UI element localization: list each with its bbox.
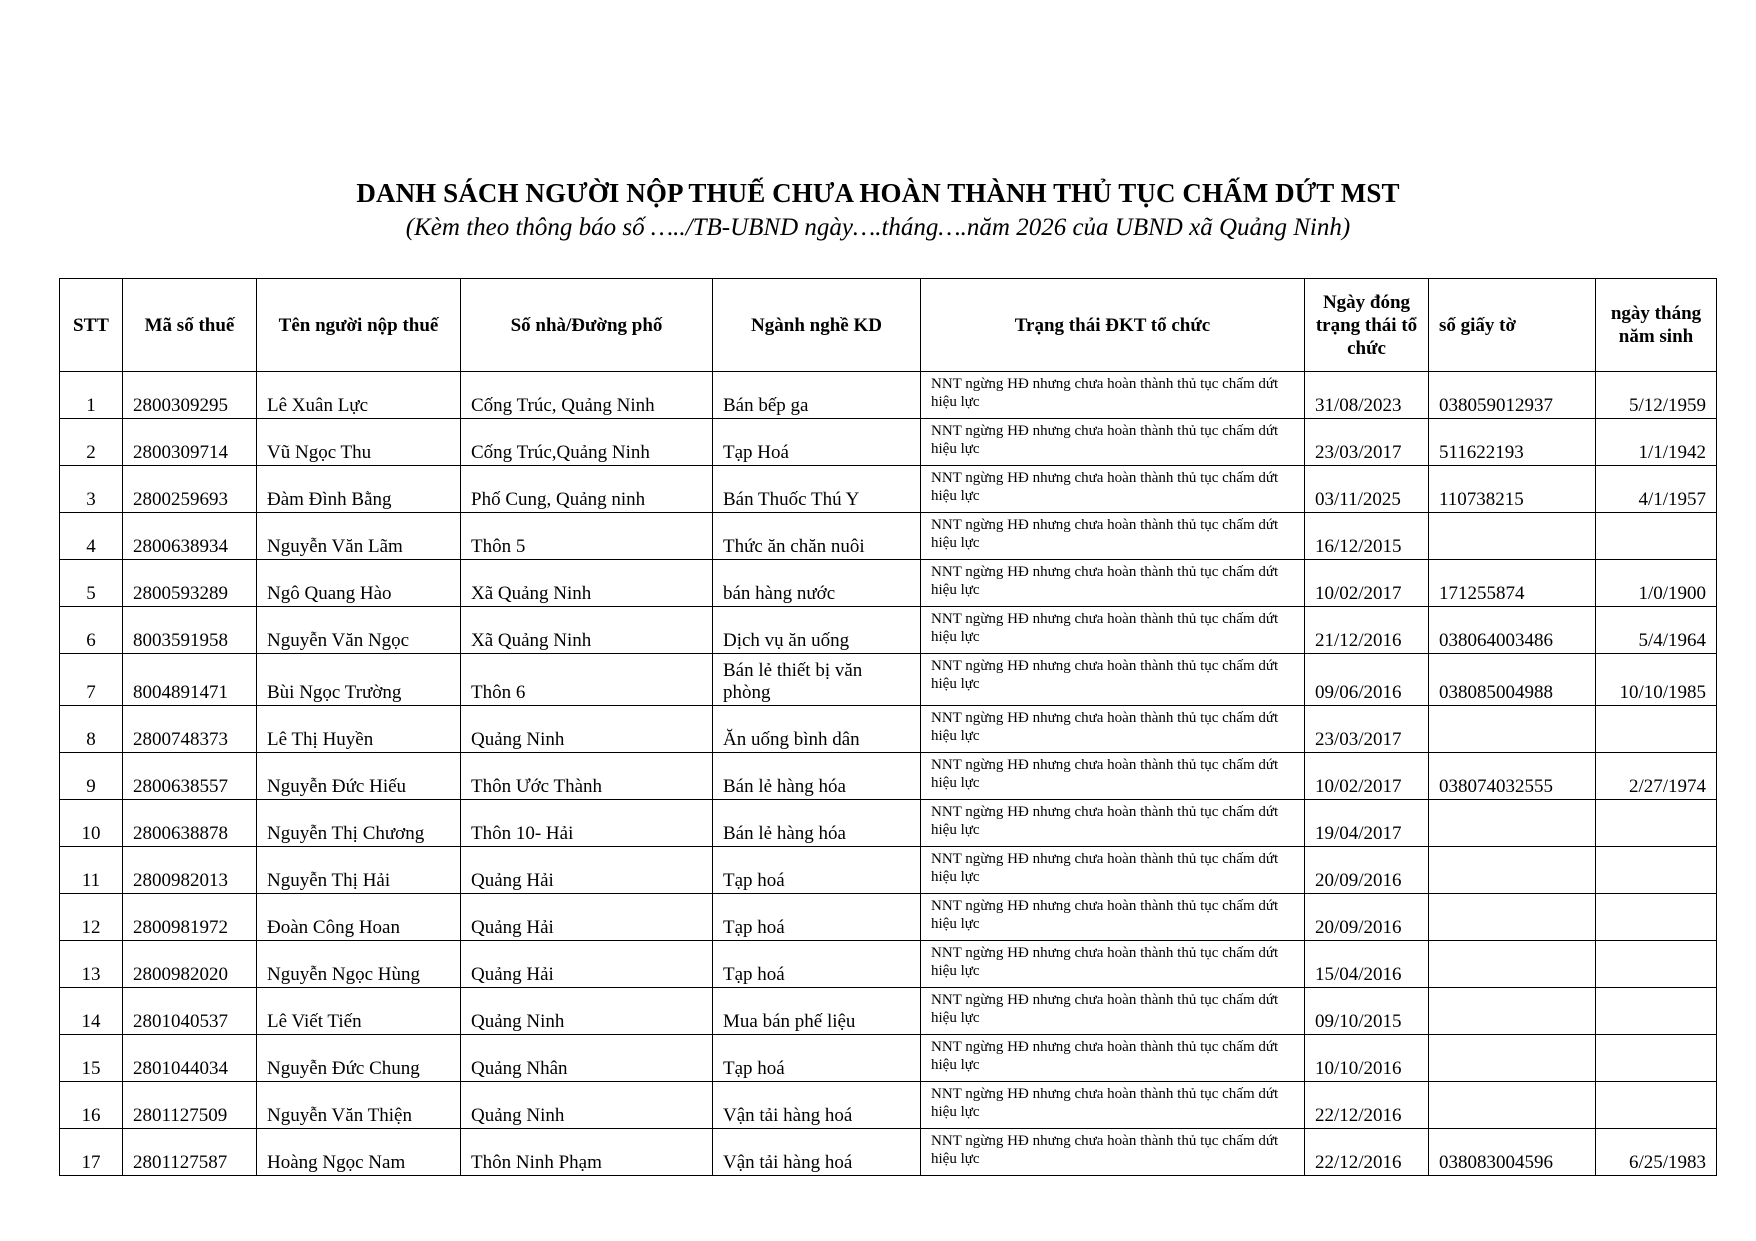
cell-address: Xã Quảng Ninh: [461, 607, 713, 654]
cell-business-line: bán hàng nước: [713, 560, 921, 607]
cell-id-number: 038085004988: [1429, 654, 1596, 706]
cell-closed-date: 31/08/2023: [1305, 372, 1429, 419]
cell-address: Thôn Ước Thành: [461, 753, 713, 800]
cell-registration-status: NNT ngừng HĐ nhưng chưa hoàn thành thủ tục chấm dứt hiệu lực: [921, 372, 1305, 419]
cell-id-number: [1429, 847, 1596, 894]
cell-business-line: Mua bán phế liệu: [713, 988, 921, 1035]
cell-business-line: Tạp Hoá: [713, 419, 921, 466]
cell-id-number: 038083004596: [1429, 1129, 1596, 1176]
cell-taxpayer-name: Bùi Ngọc Trường: [257, 654, 461, 706]
cell-taxpayer-name: Lê Viết Tiến: [257, 988, 461, 1035]
cell-tax-code: 8004891471: [123, 654, 257, 706]
cell-tax-code: 2800638878: [123, 800, 257, 847]
header-stt: STT: [60, 279, 123, 372]
cell-tax-code: 2800309295: [123, 372, 257, 419]
cell-stt: 1: [60, 372, 123, 419]
cell-registration-status: NNT ngừng HĐ nhưng chưa hoàn thành thủ tục chấm dứt hiệu lực: [921, 1035, 1305, 1082]
cell-taxpayer-name: Ngô Quang Hào: [257, 560, 461, 607]
cell-business-line: Bán lẻ hàng hóa: [713, 753, 921, 800]
cell-id-number: [1429, 1082, 1596, 1129]
cell-tax-code: 2800981972: [123, 894, 257, 941]
cell-address: Quảng Hải: [461, 847, 713, 894]
cell-business-line: Ăn uống bình dân: [713, 706, 921, 753]
cell-id-number: 038074032555: [1429, 753, 1596, 800]
cell-address: Quảng Nhân: [461, 1035, 713, 1082]
cell-closed-date: 10/02/2017: [1305, 753, 1429, 800]
cell-stt: 6: [60, 607, 123, 654]
cell-tax-code: 2800259693: [123, 466, 257, 513]
cell-stt: 8: [60, 706, 123, 753]
cell-closed-date: 09/10/2015: [1305, 988, 1429, 1035]
cell-registration-status: NNT ngừng HĐ nhưng chưa hoàn thành thủ tục chấm dứt hiệu lực: [921, 513, 1305, 560]
cell-id-number: [1429, 1035, 1596, 1082]
cell-registration-status: NNT ngừng HĐ nhưng chưa hoàn thành thủ tục chấm dứt hiệu lực: [921, 560, 1305, 607]
cell-stt: 11: [60, 847, 123, 894]
cell-id-number: [1429, 800, 1596, 847]
cell-tax-code: 2800309714: [123, 419, 257, 466]
cell-tax-code: 2801044034: [123, 1035, 257, 1082]
cell-business-line: Tạp hoá: [713, 847, 921, 894]
cell-closed-date: 10/10/2016: [1305, 1035, 1429, 1082]
cell-address: Thôn 5: [461, 513, 713, 560]
cell-address: Thôn Ninh Phạm: [461, 1129, 713, 1176]
table-header-row: [60, 279, 1717, 372]
cell-registration-status: NNT ngừng HĐ nhưng chưa hoàn thành thủ tục chấm dứt hiệu lực: [921, 1082, 1305, 1129]
cell-tax-code: 8003591958: [123, 607, 257, 654]
cell-birth-date: [1596, 941, 1717, 988]
cell-closed-date: 19/04/2017: [1305, 800, 1429, 847]
cell-birth-date: 4/1/1957: [1596, 466, 1717, 513]
header-business-line: Ngành nghề KD: [713, 279, 921, 372]
document-title: DANH SÁCH NGƯỜI NỘP THUẾ CHƯA HOÀN THÀNH THỦ TỤC CHẤM DỨT MST: [356, 178, 1400, 208]
cell-taxpayer-name: Nguyễn Đức Hiếu: [257, 753, 461, 800]
cell-tax-code: 2801040537: [123, 988, 257, 1035]
cell-id-number: 511622193: [1429, 419, 1596, 466]
cell-business-line: Tạp hoá: [713, 1035, 921, 1082]
table-row: [60, 800, 1717, 847]
cell-address: Thôn 10- Hải: [461, 800, 713, 847]
cell-stt: 5: [60, 560, 123, 607]
cell-address: Quảng Ninh: [461, 1082, 713, 1129]
table-row: [60, 560, 1717, 607]
cell-address: Thôn 6: [461, 654, 713, 706]
cell-taxpayer-name: Nguyễn Đức Chung: [257, 1035, 461, 1082]
table-row: [60, 941, 1717, 988]
table-row: [60, 988, 1717, 1035]
cell-birth-date: [1596, 1082, 1717, 1129]
cell-closed-date: 22/12/2016: [1305, 1082, 1429, 1129]
cell-taxpayer-name: Đàm Đình Bằng: [257, 466, 461, 513]
header-id-number: số giấy tờ: [1429, 279, 1596, 372]
cell-birth-date: [1596, 894, 1717, 941]
cell-stt: 2: [60, 419, 123, 466]
header-closed-date: Ngày đóng trạng thái tổ chức: [1305, 279, 1429, 372]
cell-address: Quảng Ninh: [461, 988, 713, 1035]
cell-registration-status: NNT ngừng HĐ nhưng chưa hoàn thành thủ tục chấm dứt hiệu lực: [921, 800, 1305, 847]
table-row: [60, 419, 1717, 466]
cell-taxpayer-name: Nguyễn Thị Chương: [257, 800, 461, 847]
header-address: Số nhà/Đường phố: [461, 279, 713, 372]
cell-birth-date: [1596, 706, 1717, 753]
cell-stt: 10: [60, 800, 123, 847]
cell-business-line: Bán bếp ga: [713, 372, 921, 419]
cell-birth-date: 1/1/1942: [1596, 419, 1717, 466]
cell-stt: 17: [60, 1129, 123, 1176]
cell-birth-date: [1596, 1035, 1717, 1082]
header-tax-code: Mã số thuế: [123, 279, 257, 372]
cell-tax-code: 2800638557: [123, 753, 257, 800]
cell-tax-code: 2801127587: [123, 1129, 257, 1176]
document-subtitle: (Kèm theo thông báo số …../TB-UBND ngày….tháng….năm 2026 của UBND xã Quảng Ninh): [405, 214, 1351, 241]
cell-closed-date: 20/09/2016: [1305, 847, 1429, 894]
cell-business-line: Tạp hoá: [713, 894, 921, 941]
cell-registration-status: NNT ngừng HĐ nhưng chưa hoàn thành thủ tục chấm dứt hiệu lực: [921, 753, 1305, 800]
cell-tax-code: 2800593289: [123, 560, 257, 607]
cell-birth-date: [1596, 513, 1717, 560]
cell-birth-date: 5/12/1959: [1596, 372, 1717, 419]
cell-address: Quảng Ninh: [461, 706, 713, 753]
cell-registration-status: NNT ngừng HĐ nhưng chưa hoàn thành thủ tục chấm dứt hiệu lực: [921, 941, 1305, 988]
header-birth-date: ngày tháng năm sinh: [1596, 279, 1717, 372]
cell-address: Quảng Hải: [461, 941, 713, 988]
cell-taxpayer-name: Nguyễn Ngọc Hùng: [257, 941, 461, 988]
cell-taxpayer-name: Vũ Ngọc Thu: [257, 419, 461, 466]
cell-birth-date: 6/25/1983: [1596, 1129, 1717, 1176]
cell-id-number: [1429, 513, 1596, 560]
cell-birth-date: 10/10/1985: [1596, 654, 1717, 706]
cell-stt: 9: [60, 753, 123, 800]
cell-birth-date: 1/0/1900: [1596, 560, 1717, 607]
cell-closed-date: 23/03/2017: [1305, 419, 1429, 466]
table-row: [60, 1035, 1717, 1082]
cell-id-number: 171255874: [1429, 560, 1596, 607]
cell-tax-code: 2800638934: [123, 513, 257, 560]
cell-business-line: Bán lẻ thiết bị văn phòng: [713, 654, 921, 706]
taxpayer-table: [59, 278, 1717, 1176]
cell-birth-date: [1596, 800, 1717, 847]
table-row: [60, 607, 1717, 654]
cell-stt: 7: [60, 654, 123, 706]
cell-closed-date: 16/12/2015: [1305, 513, 1429, 560]
cell-registration-status: NNT ngừng HĐ nhưng chưa hoàn thành thủ tục chấm dứt hiệu lực: [921, 466, 1305, 513]
cell-closed-date: 20/09/2016: [1305, 894, 1429, 941]
table-row: [60, 894, 1717, 941]
cell-stt: 12: [60, 894, 123, 941]
cell-id-number: 038059012937: [1429, 372, 1596, 419]
cell-closed-date: 10/02/2017: [1305, 560, 1429, 607]
cell-birth-date: 2/27/1974: [1596, 753, 1717, 800]
cell-taxpayer-name: Nguyễn Văn Ngọc: [257, 607, 461, 654]
cell-stt: 16: [60, 1082, 123, 1129]
cell-registration-status: NNT ngừng HĐ nhưng chưa hoàn thành thủ tục chấm dứt hiệu lực: [921, 607, 1305, 654]
cell-business-line: Thức ăn chăn nuôi: [713, 513, 921, 560]
cell-id-number: 038064003486: [1429, 607, 1596, 654]
cell-tax-code: 2800982013: [123, 847, 257, 894]
cell-taxpayer-name: Nguyễn Văn Thiện: [257, 1082, 461, 1129]
table-row: [60, 466, 1717, 513]
cell-registration-status: NNT ngừng HĐ nhưng chưa hoàn thành thủ tục chấm dứt hiệu lực: [921, 1129, 1305, 1176]
cell-address: Cống Trúc, Quảng Ninh: [461, 372, 713, 419]
cell-address: Quảng Hải: [461, 894, 713, 941]
cell-tax-code: 2801127509: [123, 1082, 257, 1129]
table-row: [60, 753, 1717, 800]
cell-closed-date: 21/12/2016: [1305, 607, 1429, 654]
cell-registration-status: NNT ngừng HĐ nhưng chưa hoàn thành thủ tục chấm dứt hiệu lực: [921, 988, 1305, 1035]
cell-birth-date: [1596, 988, 1717, 1035]
cell-stt: 15: [60, 1035, 123, 1082]
table-row: [60, 1129, 1717, 1176]
cell-id-number: [1429, 988, 1596, 1035]
cell-closed-date: 22/12/2016: [1305, 1129, 1429, 1176]
cell-registration-status: NNT ngừng HĐ nhưng chưa hoàn thành thủ tục chấm dứt hiệu lực: [921, 847, 1305, 894]
cell-birth-date: 5/4/1964: [1596, 607, 1717, 654]
cell-tax-code: 2800982020: [123, 941, 257, 988]
cell-business-line: Vận tải hàng hoá: [713, 1129, 921, 1176]
cell-stt: 14: [60, 988, 123, 1035]
table-row: [60, 706, 1717, 753]
cell-business-line: Dịch vụ ăn uống: [713, 607, 921, 654]
cell-taxpayer-name: Đoàn Công Hoan: [257, 894, 461, 941]
cell-closed-date: 09/06/2016: [1305, 654, 1429, 706]
cell-address: Xã Quảng Ninh: [461, 560, 713, 607]
table-row: [60, 1082, 1717, 1129]
cell-taxpayer-name: Lê Xuân Lực: [257, 372, 461, 419]
table-row: [60, 513, 1717, 560]
cell-business-line: Vận tải hàng hoá: [713, 1082, 921, 1129]
cell-stt: 4: [60, 513, 123, 560]
cell-taxpayer-name: Nguyễn Thị Hải: [257, 847, 461, 894]
cell-closed-date: 03/11/2025: [1305, 466, 1429, 513]
table-row: [60, 654, 1717, 706]
cell-id-number: [1429, 894, 1596, 941]
cell-birth-date: [1596, 847, 1717, 894]
cell-address: Phố Cung, Quảng ninh: [461, 466, 713, 513]
header-taxpayer-name: Tên người nộp thuế: [257, 279, 461, 372]
header-registration-status: Trạng thái ĐKT tổ chức: [921, 279, 1305, 372]
cell-closed-date: 23/03/2017: [1305, 706, 1429, 753]
cell-stt: 3: [60, 466, 123, 513]
cell-registration-status: NNT ngừng HĐ nhưng chưa hoàn thành thủ tục chấm dứt hiệu lực: [921, 894, 1305, 941]
cell-business-line: Tạp hoá: [713, 941, 921, 988]
cell-taxpayer-name: Hoàng Ngọc Nam: [257, 1129, 461, 1176]
cell-taxpayer-name: Lê Thị Huyền: [257, 706, 461, 753]
cell-tax-code: 2800748373: [123, 706, 257, 753]
table-row: [60, 847, 1717, 894]
cell-closed-date: 15/04/2016: [1305, 941, 1429, 988]
cell-business-line: Bán Thuốc Thú Y: [713, 466, 921, 513]
cell-stt: 13: [60, 941, 123, 988]
cell-id-number: 110738215: [1429, 466, 1596, 513]
cell-address: Cống Trúc,Quảng Ninh: [461, 419, 713, 466]
cell-id-number: [1429, 706, 1596, 753]
cell-registration-status: NNT ngừng HĐ nhưng chưa hoàn thành thủ tục chấm dứt hiệu lực: [921, 654, 1305, 706]
cell-taxpayer-name: Nguyễn Văn Lãm: [257, 513, 461, 560]
cell-registration-status: NNT ngừng HĐ nhưng chưa hoàn thành thủ tục chấm dứt hiệu lực: [921, 419, 1305, 466]
cell-registration-status: NNT ngừng HĐ nhưng chưa hoàn thành thủ tục chấm dứt hiệu lực: [921, 706, 1305, 753]
table-row: [60, 372, 1717, 419]
cell-id-number: [1429, 941, 1596, 988]
cell-business-line: Bán lẻ hàng hóa: [713, 800, 921, 847]
